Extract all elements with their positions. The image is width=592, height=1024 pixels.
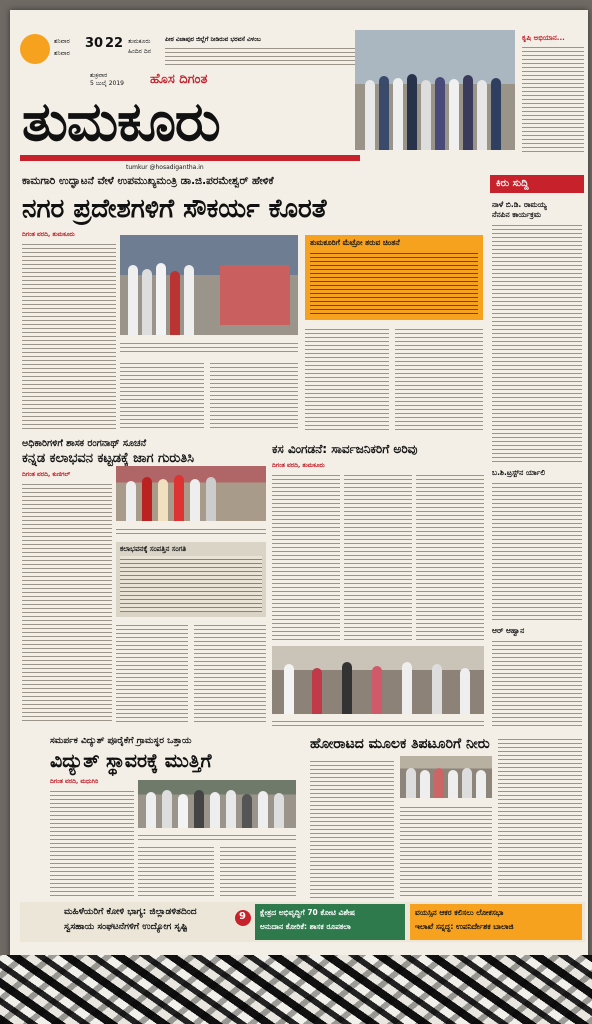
story4-col2-text: [138, 844, 214, 898]
story5-col1-text: [310, 758, 394, 898]
temp-max: 30: [85, 36, 104, 51]
edition-title: ತುಮಕೂರು: [22, 90, 220, 153]
story2-box-text: [120, 556, 262, 612]
story2-box-title: ಕಲಾಭವನಕ್ಕೆ ಸಂಪತ್ತಿನ ಸಂಗತಿ: [120, 545, 187, 553]
story4-col1-text: [50, 788, 134, 898]
footer-mid2: ಅನುದಾನ ಕೋರಿಕೆ: ಶಾಸಕ ರೂಪಕಲಾ: [260, 922, 351, 931]
story3-dateline: ದಿಗಂತ ವರದಿ, ತುಮಕೂರು: [272, 462, 325, 469]
metro-box-title: ತುಮಕೂರಿಗೆ ಮೆಟ್ರೋ ತರುವ ಚಿಂತನೆ: [310, 238, 400, 247]
story4-dateline: ದಿಗಂತ ವರದಿ, ಮಧುಗಿರಿ: [50, 778, 99, 785]
story3-caption: [272, 718, 484, 726]
story2-photo: [116, 466, 266, 521]
date-day: ಶುಕ್ರವಾರ: [90, 72, 108, 79]
story5-col2-text: [400, 804, 492, 898]
lead-col5-text: [395, 326, 483, 430]
story4-kicker: ಸಮರ್ಪಕ ವಿದ್ಯುತ್ ಪೂರೈಕೆಗೆ ಗ್ರಾಮಸ್ಥರ ಒತ್ತಾಯ: [50, 736, 192, 746]
masthead-photo: [355, 30, 515, 150]
lead-col1-text: [22, 241, 116, 429]
temp-min: 22: [105, 36, 124, 51]
sidebar-text1: [492, 222, 582, 462]
weather-place: ತುಮಕೂರು: [128, 38, 151, 45]
metro-box-text: [310, 250, 478, 316]
teaser-text: [165, 45, 355, 65]
story2-col3-text: [194, 622, 266, 722]
weather-subplace: ಹಿಂದಿನ ದಿನ: [128, 48, 152, 55]
lead-photo: [120, 235, 298, 335]
story2-kicker: ಅಧಿಕಾರಿಗಳಿಗೆ ಶಾಸಕ ರಂಗನಾಥ್ ಸೂಚನೆ: [22, 438, 147, 449]
lead-col2-text: [120, 360, 204, 430]
story4-col3-text: [220, 844, 296, 898]
lead-col3-text: [210, 360, 298, 430]
story2-col1-text: [22, 481, 112, 721]
lead-kicker: ಕಾಮಗಾರಿ ಉದ್ಘಾಟನೆ ವೇಳೆ ಉಪಮುಖ್ಯಮಂತ್ರಿ ಡಾ.ಜಿ.ಪರಮೇಶ್ವರ್ ಹೇಳಿಕೆ: [22, 175, 274, 187]
sidebar-item1b: ನೆನಪಿನ ಕಾರ್ಯಕ್ರಮ: [492, 210, 541, 219]
page-number: 9: [239, 911, 246, 922]
right-column-title: ಕೃಷಿ ಅಭಿಯಾನ...: [522, 34, 565, 42]
weather-day: ಶನಿವಾರ: [54, 38, 70, 45]
sidebar-title: ಕಿರು ಸುದ್ದಿ: [496, 178, 529, 189]
social-handle: tumkur @hosadigantha.in: [126, 164, 204, 171]
footer-right: ವಯಸ್ಸಿನ ಆಕರ ಕಲಿಸಲು ಲೋಕಸಭಾ: [415, 908, 504, 917]
story5-col3-text: [498, 736, 582, 898]
fabric-shadow: [0, 955, 592, 1024]
newspaper-page: [10, 10, 588, 960]
footer-left: ಮಹಿಳೆಯರಿಗೆ ಕೋಳಿ ಭಾಗ್ಯ: ಜಿಲ್ಲಾಡಳಿತದಿಂದ: [64, 907, 197, 917]
weather-icon: [20, 34, 50, 64]
story3-col2-text: [344, 472, 412, 642]
story5-label: ಹೋರಾಟದ ಮೂಲಕ ತಿಪಟೂರಿಗೆ ನೀರು: [310, 736, 490, 752]
date: 5 ಜುಲೈ 2019: [90, 80, 124, 87]
story5-photo: [400, 756, 492, 798]
sidebar-text2: [492, 480, 582, 620]
sidebar-item3: ಆರ್ ಆಹ್ವಾನ: [492, 626, 525, 635]
story2-headline: ಕನ್ನಡ ಕಲಾಭವನ ಕಟ್ಟಡಕ್ಕೆ ಜಾಗ ಗುರುತಿಸಿ: [22, 451, 195, 466]
right-column-text: [522, 44, 584, 154]
brand-name: ಹೊಸ ದಿಗಂತ: [150, 72, 208, 87]
story3-photo: [272, 646, 484, 714]
lead-photo-caption: [120, 340, 298, 354]
story2-caption: [116, 526, 266, 536]
footer-mid: ಕ್ಷೇತ್ರದ ಅಭಿವೃದ್ಧಿಗೆ 70 ಕೋಟಿ ವಿಶೇಷ: [260, 908, 356, 917]
story3-headline: ಕಸ ವಿಂಗಡನೆ: ಸಾರ್ವಜನಿಕರಿಗೆ ಅರಿವು: [272, 442, 418, 456]
story3-col1-text: [272, 472, 340, 642]
lead-dateline: ದಿಗಂತ ವರದಿ, ತುಮಕೂರು: [22, 231, 75, 238]
masthead-teaser: ಪೀಠ ವಿಜಾಪುರ ಜಿಲ್ಲೆಗೆ ನೀಡಿರುವ ಭರವಸೆ ವಿಳಂಬ: [165, 36, 261, 43]
masthead-rule: [20, 155, 360, 161]
lead-col4-text: [305, 326, 389, 430]
story4-photo: [138, 780, 296, 828]
story4-caption: [138, 832, 296, 840]
story2-dateline: ದಿಗಂತ ವರದಿ, ಕುಣಿಗಲ್: [22, 471, 71, 478]
weather-night: ಶನಿವಾರ: [54, 50, 70, 57]
story2-col2-text: [116, 622, 188, 722]
sidebar-item1: ನಾಳೆ ಬಿ.ಡಿ. ರಾಮಯ್ಯ: [492, 200, 547, 209]
lead-headline: ನಗರ ಪ್ರದೇಶಗಳಿಗೆ ಸೌಕರ್ಯ ಕೊರತೆ: [22, 194, 327, 224]
sidebar-item2: ಬ.ಶಿ.ಟ್ರಸ್ಟ್‌ನ ರ್ಯಾಲಿ: [492, 468, 546, 477]
sidebar-text3: [492, 638, 582, 728]
story4-headline: ವಿದ್ಯುತ್ ಸ್ಥಾವರಕ್ಕೆ ಮುತ್ತಿಗೆ: [50, 750, 212, 772]
story3-col3-text: [416, 472, 484, 642]
footer-right2: ಇಲಾಖೆ ಸನ್ನದ್ಧ: ಉಪನಿರ್ದೇಶಕ ಬಾಲಾಜಿ: [415, 922, 514, 931]
footer-left2: ಸ್ವಸಹಾಯ ಸಂಘಟನೆಗಳಿಗೆ ಉದ್ಯೋಗ ಸೃಷ್ಟಿ: [64, 922, 188, 932]
